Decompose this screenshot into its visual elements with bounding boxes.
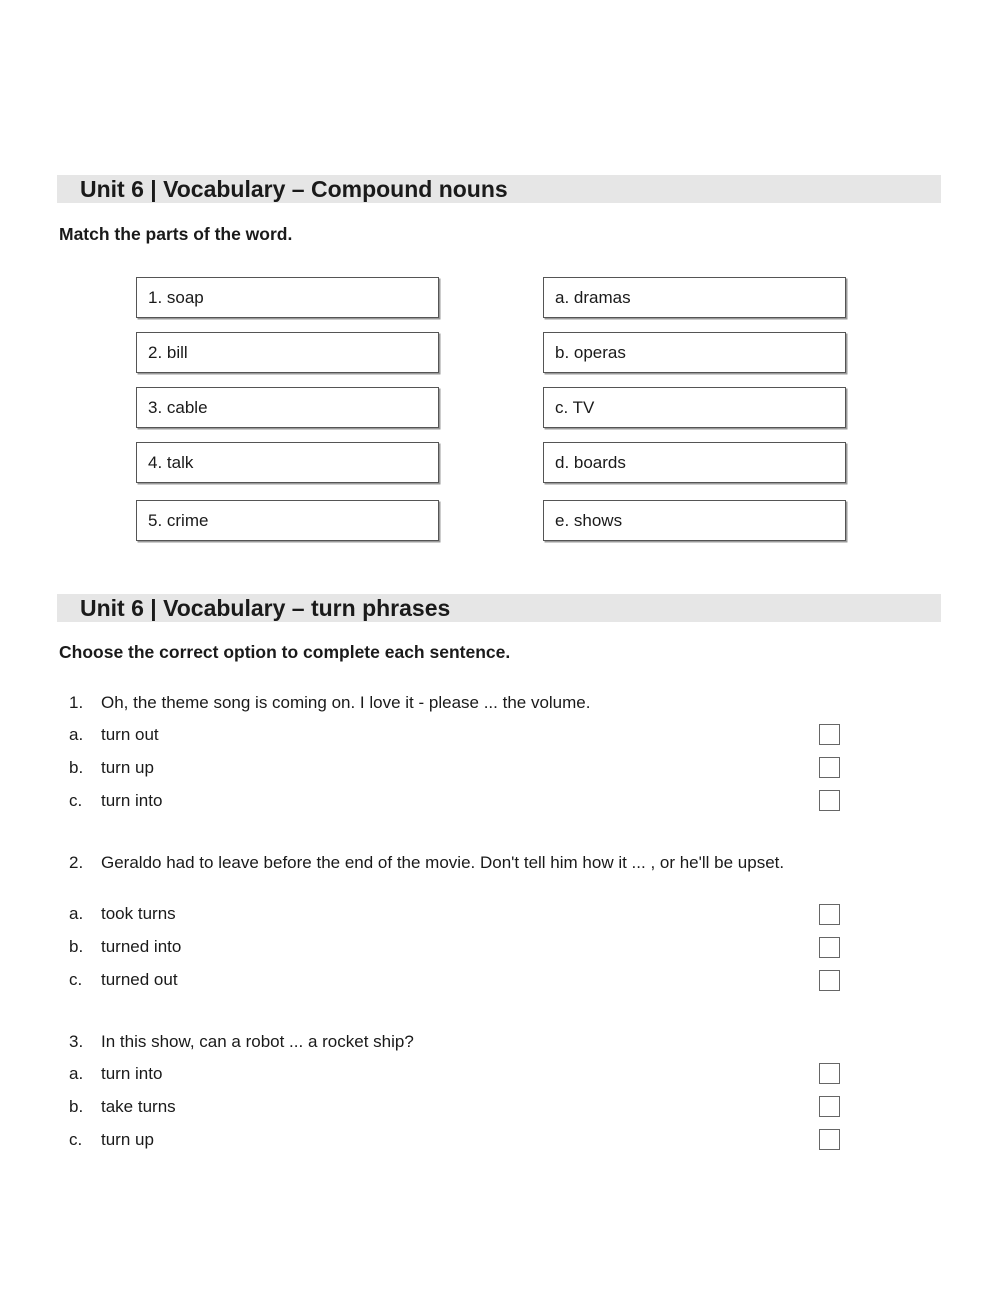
option-letter: b. xyxy=(69,937,84,956)
option-letter: a. xyxy=(69,725,84,744)
match-right-item[interactable]: c. TV xyxy=(543,387,846,428)
instruction-match: Match the parts of the word. xyxy=(59,224,293,244)
option-text: turn into xyxy=(101,791,163,810)
option-checkbox[interactable] xyxy=(819,757,840,778)
option-checkbox[interactable] xyxy=(819,1063,840,1084)
option-text: turn out xyxy=(101,725,159,744)
instruction-choose: Choose the correct option to complete each sentence. xyxy=(59,642,511,662)
option-letter: b. xyxy=(69,758,84,777)
match-left-item[interactable]: 5. crime xyxy=(136,500,439,541)
option-text: turn up xyxy=(101,1130,154,1149)
section-title: Unit 6 | Vocabulary – Compound nouns xyxy=(80,176,508,202)
match-left-item[interactable]: 1. soap xyxy=(136,277,439,318)
option-text: took turns xyxy=(101,904,176,923)
match-left-item[interactable]: 2. bill xyxy=(136,332,439,373)
question-number: 1. xyxy=(69,693,84,712)
option-text: take turns xyxy=(101,1097,176,1116)
option-letter: a. xyxy=(69,1064,84,1083)
option-letter: b. xyxy=(69,1097,84,1116)
section-header-compound-nouns xyxy=(57,175,941,203)
option-letter: c. xyxy=(69,970,83,989)
option-checkbox[interactable] xyxy=(819,790,840,811)
option-checkbox[interactable] xyxy=(819,724,840,745)
option-text: turn into xyxy=(101,1064,163,1083)
section-header-turn-phrases xyxy=(57,594,941,622)
option-letter: c. xyxy=(69,791,83,810)
match-right-item[interactable]: d. boards xyxy=(543,442,846,483)
option-text: turn up xyxy=(101,758,154,777)
option-checkbox[interactable] xyxy=(819,970,840,991)
match-right-item[interactable]: b. operas xyxy=(543,332,846,373)
match-right-item[interactable]: e. shows xyxy=(543,500,846,541)
question-text: In this show, can a robot ... a rocket ship? xyxy=(101,1032,414,1051)
question-text: Geraldo had to leave before the end of the movie. Don't tell him how it ... , or he'll be upset. xyxy=(101,853,785,872)
option-text: turned out xyxy=(101,970,178,989)
question-text: Oh, the theme song is coming on. I love it - please ... the volume. xyxy=(101,693,591,712)
section-title: Unit 6 | Vocabulary – turn phrases xyxy=(80,595,451,621)
option-checkbox[interactable] xyxy=(819,904,840,925)
option-letter: a. xyxy=(69,904,84,923)
match-left-item[interactable]: 4. talk xyxy=(136,442,439,483)
question-number: 2. xyxy=(69,853,84,872)
option-checkbox[interactable] xyxy=(819,937,840,958)
match-right-item[interactable]: a. dramas xyxy=(543,277,846,318)
option-letter: c. xyxy=(69,1130,83,1149)
option-text: turned into xyxy=(101,937,182,956)
option-checkbox[interactable] xyxy=(819,1129,840,1150)
question-number: 3. xyxy=(69,1032,84,1051)
option-checkbox[interactable] xyxy=(819,1096,840,1117)
match-left-item[interactable]: 3. cable xyxy=(136,387,439,428)
